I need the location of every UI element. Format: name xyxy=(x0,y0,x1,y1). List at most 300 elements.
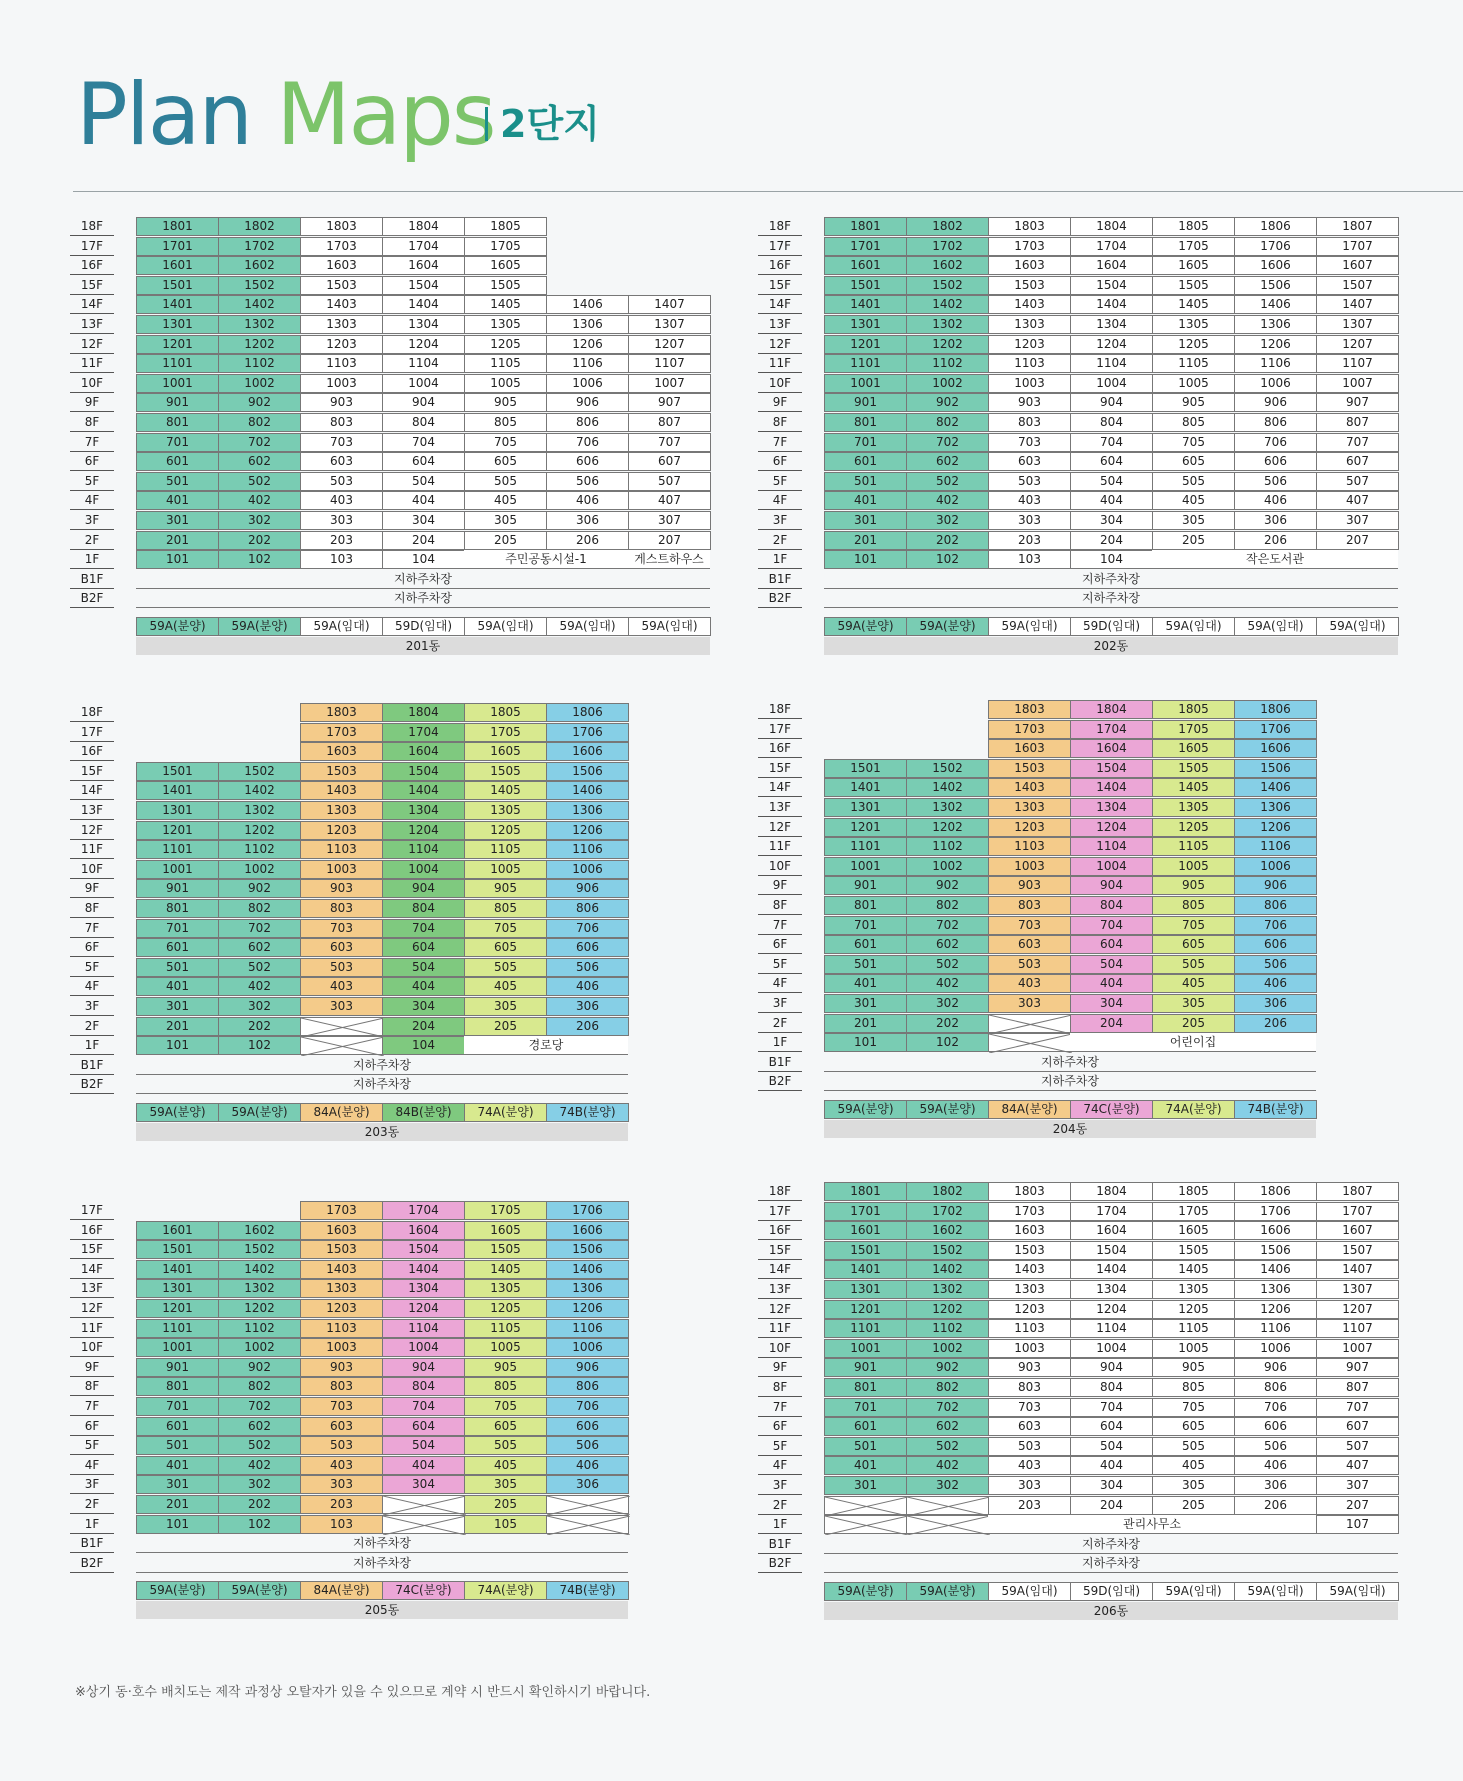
unit-cell: 104 xyxy=(1070,550,1153,569)
unit-cell: 207 xyxy=(1316,531,1399,550)
unit-cell: 1306 xyxy=(546,801,629,820)
floor-label: B2F xyxy=(70,1554,114,1573)
unit-cell: 1201 xyxy=(824,818,907,837)
unit-cell: 1302 xyxy=(218,801,301,820)
unit-cell: 1701 xyxy=(824,1202,907,1221)
unit-cell: 601 xyxy=(824,1417,907,1436)
unit-cell: 401 xyxy=(136,1456,219,1475)
unit-cell: 1204 xyxy=(1070,1300,1153,1319)
unit-cell: 601 xyxy=(136,1417,219,1436)
unit-cell: 805 xyxy=(1152,413,1235,432)
empty-cross-mark xyxy=(989,1034,1072,1053)
basement-parking: 지하주차장 xyxy=(136,589,710,608)
unit-type-label: 74C(분양) xyxy=(382,1581,465,1600)
empty-unit xyxy=(382,1495,465,1514)
unit-cell: 1801 xyxy=(824,217,907,236)
unit-cell: 1704 xyxy=(1070,1202,1153,1221)
unit-cell: 302 xyxy=(906,994,989,1013)
unit-cell: 1106 xyxy=(546,354,629,373)
unit-cell: 1103 xyxy=(300,354,383,373)
unit-cell: 1306 xyxy=(1234,315,1317,334)
unit-cell: 403 xyxy=(988,974,1071,993)
unit-cell: 905 xyxy=(464,879,547,898)
unit-cell: 901 xyxy=(824,1358,907,1377)
floor-label: 16F xyxy=(758,1221,802,1240)
unit-cell: 504 xyxy=(1070,955,1153,974)
floor-label: 6F xyxy=(70,938,114,957)
unit-cell: 605 xyxy=(1152,1417,1235,1436)
unit-cell: 102 xyxy=(906,1033,989,1052)
empty-cross-mark xyxy=(989,1015,1072,1034)
unit-cell: 305 xyxy=(464,511,547,530)
unit-cell: 1007 xyxy=(1316,374,1399,393)
unit-cell: 1806 xyxy=(1234,700,1317,719)
unit-cell: 1102 xyxy=(218,1319,301,1338)
empty-cross-mark xyxy=(825,1497,908,1516)
unit-cell: 605 xyxy=(464,1417,547,1436)
unit-cell: 1203 xyxy=(988,1300,1071,1319)
unit-cell: 1804 xyxy=(1070,700,1153,719)
floor-label: 2F xyxy=(70,1017,114,1036)
unit-cell: 1705 xyxy=(1152,237,1235,256)
unit-cell: 1102 xyxy=(906,837,989,856)
floor-label: 15F xyxy=(758,1241,802,1260)
floor-label: 9F xyxy=(70,1358,114,1377)
unit-cell: 1501 xyxy=(136,276,219,295)
unit-cell: 603 xyxy=(988,1417,1071,1436)
unit-cell: 205 xyxy=(464,531,547,550)
unit-cell: 401 xyxy=(136,491,219,510)
unit-cell: 407 xyxy=(628,491,711,510)
unit-cell: 1005 xyxy=(464,374,547,393)
unit-cell: 1004 xyxy=(382,860,465,879)
empty-unit xyxy=(906,1496,989,1515)
unit-cell: 1503 xyxy=(300,276,383,295)
unit-cell: 1502 xyxy=(906,276,989,295)
unit-cell: 1802 xyxy=(906,1182,989,1201)
page-title xyxy=(76,65,495,165)
unit-cell: 1805 xyxy=(1152,700,1235,719)
unit-cell: 505 xyxy=(1152,1437,1235,1456)
unit-cell: 404 xyxy=(1070,974,1153,993)
unit-cell: 503 xyxy=(300,1436,383,1455)
unit-type-label: 59A(분양) xyxy=(218,1581,301,1600)
unit-cell: 403 xyxy=(988,1456,1071,1475)
unit-cell: 102 xyxy=(218,1036,301,1055)
unit-cell: 105 xyxy=(464,1515,547,1534)
unit-cell: 706 xyxy=(546,1397,629,1416)
floor-label: 8F xyxy=(758,896,802,915)
floor-label: 15F xyxy=(70,762,114,781)
unit-cell: 506 xyxy=(1234,955,1317,974)
floor-label: B1F xyxy=(70,1534,114,1553)
unit-cell: 1302 xyxy=(906,798,989,817)
unit-cell: 202 xyxy=(218,531,301,550)
unit-cell: 802 xyxy=(218,1377,301,1396)
floor-label: 13F xyxy=(70,801,114,820)
unit-cell: 804 xyxy=(382,1377,465,1396)
unit-cell: 706 xyxy=(1234,433,1317,452)
unit-cell: 505 xyxy=(464,1436,547,1455)
floor-label: 6F xyxy=(70,452,114,471)
unit-cell: 304 xyxy=(382,1475,465,1494)
unit-cell: 1002 xyxy=(218,860,301,879)
unit-cell: 1402 xyxy=(906,778,989,797)
floor-label: B1F xyxy=(758,1053,802,1072)
unit-cell: 1104 xyxy=(1070,837,1153,856)
empty-cross-mark xyxy=(547,1496,630,1515)
unit-cell: 1201 xyxy=(136,335,219,354)
floor-label: 8F xyxy=(70,413,114,432)
unit-cell: 206 xyxy=(1234,1014,1317,1033)
floor-label: 4F xyxy=(758,1456,802,1475)
floor-label: 5F xyxy=(70,472,114,491)
unit-cell: 1804 xyxy=(382,703,465,722)
unit-cell: 405 xyxy=(1152,1456,1235,1475)
empty-cross-mark xyxy=(547,1516,630,1535)
floor-label: 1F xyxy=(70,1515,114,1534)
unit-cell: 703 xyxy=(988,433,1071,452)
unit-cell: 805 xyxy=(1152,1378,1235,1397)
unit-cell: 1303 xyxy=(300,1279,383,1298)
unit-cell: 503 xyxy=(988,472,1071,491)
unit-cell: 206 xyxy=(1234,1496,1317,1515)
floor-label: 16F xyxy=(70,742,114,761)
floor-label: 9F xyxy=(758,393,802,412)
unit-cell: 1605 xyxy=(1152,1221,1235,1240)
unit-cell: 1405 xyxy=(464,295,547,314)
floor-label: 5F xyxy=(758,472,802,491)
unit-cell: 101 xyxy=(136,1036,219,1055)
building-name: 203동 xyxy=(136,1123,628,1141)
unit-cell: 305 xyxy=(464,997,547,1016)
unit-cell: 605 xyxy=(1152,935,1235,954)
unit-cell: 201 xyxy=(824,1014,907,1033)
unit-cell: 303 xyxy=(988,511,1071,530)
floor-label: 8F xyxy=(758,413,802,432)
unit-cell: 205 xyxy=(1152,1496,1235,1515)
unit-cell: 804 xyxy=(1070,896,1153,915)
unit-cell: 1703 xyxy=(300,723,383,742)
unit-type-label: 59A(임대) xyxy=(1316,1582,1399,1601)
floor-label: 7F xyxy=(70,433,114,452)
unit-cell: 1404 xyxy=(382,781,465,800)
floor-label: 8F xyxy=(70,1377,114,1396)
unit-cell: 501 xyxy=(136,1436,219,1455)
unit-cell: 1105 xyxy=(1152,354,1235,373)
unit-cell: 905 xyxy=(464,393,547,412)
floor-label: 2F xyxy=(70,1495,114,1514)
unit-cell: 407 xyxy=(1316,1456,1399,1475)
unit-cell: 1201 xyxy=(136,821,219,840)
unit-cell: 1302 xyxy=(218,1279,301,1298)
unit-cell: 406 xyxy=(1234,491,1317,510)
unit-cell: 1003 xyxy=(988,1339,1071,1358)
unit-cell: 107 xyxy=(1316,1515,1399,1534)
floor-label: 3F xyxy=(70,1475,114,1494)
unit-cell: 1703 xyxy=(988,720,1071,739)
unit-cell: 1304 xyxy=(1070,315,1153,334)
unit-cell: 1306 xyxy=(1234,798,1317,817)
unit-cell: 705 xyxy=(464,919,547,938)
unit-cell: 1303 xyxy=(988,315,1071,334)
unit-cell: 1607 xyxy=(1316,1221,1399,1240)
unit-cell: 1603 xyxy=(988,739,1071,758)
unit-cell: 702 xyxy=(906,916,989,935)
unit-cell: 405 xyxy=(464,491,547,510)
unit-cell: 905 xyxy=(1152,876,1235,895)
unit-cell: 1107 xyxy=(1316,1319,1399,1338)
unit-cell: 1102 xyxy=(218,840,301,859)
unit-cell: 402 xyxy=(906,491,989,510)
unit-cell: 1605 xyxy=(1152,256,1235,275)
unit-cell: 607 xyxy=(1316,1417,1399,1436)
unit-type-label: 74A(분양) xyxy=(1152,1100,1235,1119)
unit-cell: 1003 xyxy=(988,857,1071,876)
unit-cell: 606 xyxy=(1234,452,1317,471)
floor-label: 18F xyxy=(70,217,114,236)
building-name: 201동 xyxy=(136,637,710,655)
empty-unit xyxy=(300,1017,383,1036)
unit-cell: 1206 xyxy=(546,1299,629,1318)
floor-label: 12F xyxy=(70,335,114,354)
unit-cell: 601 xyxy=(824,935,907,954)
unit-cell: 605 xyxy=(464,452,547,471)
unit-cell: 1406 xyxy=(546,781,629,800)
unit-cell: 1707 xyxy=(1316,237,1399,256)
unit-cell: 102 xyxy=(218,550,301,569)
unit-cell: 1104 xyxy=(382,354,465,373)
unit-cell: 1506 xyxy=(1234,1241,1317,1260)
floor-label: 14F xyxy=(758,778,802,797)
floor-label: 12F xyxy=(758,335,802,354)
basement-parking: 지하주차장 xyxy=(824,589,1398,608)
unit-cell: 1406 xyxy=(546,1260,629,1279)
floor-label: 11F xyxy=(758,1319,802,1338)
floor-label: 13F xyxy=(70,1279,114,1298)
unit-cell: 102 xyxy=(218,1515,301,1534)
unit-cell: 1305 xyxy=(464,315,547,334)
floor-label: 5F xyxy=(758,955,802,974)
floor-label: 13F xyxy=(758,1280,802,1299)
unit-type-label: 84B(분양) xyxy=(382,1103,465,1122)
unit-cell: 405 xyxy=(1152,974,1235,993)
floor-label: 17F xyxy=(758,720,802,739)
unit-cell: 901 xyxy=(136,393,219,412)
unit-cell: 503 xyxy=(988,1437,1071,1456)
unit-cell: 1002 xyxy=(906,1339,989,1358)
unit-cell: 803 xyxy=(988,1378,1071,1397)
unit-cell: 103 xyxy=(988,550,1071,569)
unit-type-label: 84A(분양) xyxy=(300,1581,383,1600)
unit-cell: 1601 xyxy=(136,1221,219,1240)
unit-cell: 1507 xyxy=(1316,276,1399,295)
unit-cell: 1202 xyxy=(906,1300,989,1319)
unit-cell: 1201 xyxy=(136,1299,219,1318)
unit-cell: 402 xyxy=(906,974,989,993)
floor-label: 1F xyxy=(70,550,114,569)
unit-cell: 1802 xyxy=(906,217,989,236)
floor-label: 7F xyxy=(70,919,114,938)
unit-cell: 506 xyxy=(1234,472,1317,491)
unit-cell: 206 xyxy=(546,1017,629,1036)
title-maps: Maps xyxy=(276,65,495,165)
floor-label: 3F xyxy=(758,994,802,1013)
unit-cell: 1202 xyxy=(218,335,301,354)
unit-cell: 1505 xyxy=(1152,276,1235,295)
empty-unit xyxy=(546,1515,629,1534)
floor-label: B1F xyxy=(70,1056,114,1075)
unit-cell: 1706 xyxy=(546,723,629,742)
unit-cell: 1604 xyxy=(382,742,465,761)
empty-unit xyxy=(546,1495,629,1514)
unit-type-label: 59A(임대) xyxy=(628,617,711,636)
unit-cell: 1603 xyxy=(300,1221,383,1240)
unit-cell: 1304 xyxy=(382,315,465,334)
unit-cell: 202 xyxy=(218,1017,301,1036)
unit-cell: 601 xyxy=(136,938,219,957)
unit-cell: 1204 xyxy=(382,821,465,840)
unit-cell: 1401 xyxy=(136,781,219,800)
unit-cell: 404 xyxy=(382,1456,465,1475)
unit-cell: 1303 xyxy=(300,315,383,334)
floor-label: 2F xyxy=(70,531,114,550)
unit-cell: 1502 xyxy=(218,762,301,781)
floor-label: 16F xyxy=(70,256,114,275)
unit-cell: 707 xyxy=(1316,1398,1399,1417)
floor-label: 18F xyxy=(70,703,114,722)
unit-type-label: 74B(분양) xyxy=(546,1103,629,1122)
unit-cell: 1001 xyxy=(136,374,219,393)
unit-cell: 404 xyxy=(382,977,465,996)
unit-type-label: 59A(분양) xyxy=(136,1581,219,1600)
floor-label: 13F xyxy=(758,798,802,817)
unit-cell: 1205 xyxy=(464,335,547,354)
unit-cell: 207 xyxy=(1316,1496,1399,1515)
unit-cell: 1006 xyxy=(546,1338,629,1357)
unit-cell: 1006 xyxy=(546,374,629,393)
unit-cell: 902 xyxy=(906,1358,989,1377)
unit-cell: 201 xyxy=(824,531,907,550)
unit-cell: 1101 xyxy=(824,1319,907,1338)
unit-cell: 1301 xyxy=(824,798,907,817)
unit-cell: 1105 xyxy=(464,1319,547,1338)
unit-cell: 704 xyxy=(1070,433,1153,452)
unit-cell: 403 xyxy=(988,491,1071,510)
unit-cell: 1501 xyxy=(824,276,907,295)
unit-cell: 1401 xyxy=(824,295,907,314)
unit-cell: 1704 xyxy=(382,723,465,742)
unit-cell: 803 xyxy=(300,899,383,918)
floor-label: 6F xyxy=(758,935,802,954)
unit-cell: 703 xyxy=(300,1397,383,1416)
unit-cell: 1405 xyxy=(1152,778,1235,797)
unit-cell: 1205 xyxy=(464,821,547,840)
unit-cell: 303 xyxy=(988,994,1071,1013)
unit-cell: 907 xyxy=(1316,393,1399,412)
floor-label: 7F xyxy=(70,1397,114,1416)
unit-cell: 802 xyxy=(906,413,989,432)
unit-cell: 1405 xyxy=(464,781,547,800)
floor-label: 12F xyxy=(70,821,114,840)
unit-cell: 304 xyxy=(382,511,465,530)
empty-unit xyxy=(824,1515,907,1534)
unit-cell: 1006 xyxy=(546,860,629,879)
unit-cell: 504 xyxy=(1070,1437,1153,1456)
unit-cell: 1503 xyxy=(988,759,1071,778)
unit-cell: 806 xyxy=(1234,413,1317,432)
unit-cell: 1002 xyxy=(218,374,301,393)
floor-label: 9F xyxy=(70,393,114,412)
floor-label: 7F xyxy=(758,433,802,452)
unit-cell: 401 xyxy=(824,1456,907,1475)
unit-cell: 504 xyxy=(1070,472,1153,491)
unit-cell: 1301 xyxy=(824,315,907,334)
unit-cell: 1203 xyxy=(300,335,383,354)
floor-label: 14F xyxy=(70,295,114,314)
unit-cell: 703 xyxy=(300,433,383,452)
unit-cell: 1303 xyxy=(988,1280,1071,1299)
unit-cell: 1404 xyxy=(1070,1260,1153,1279)
unit-type-label: 74C(분양) xyxy=(1070,1100,1153,1119)
unit-cell: 804 xyxy=(382,899,465,918)
floor-label: 6F xyxy=(758,1417,802,1436)
unit-cell: 507 xyxy=(1316,472,1399,491)
unit-cell: 1401 xyxy=(824,778,907,797)
floor-label: 8F xyxy=(70,899,114,918)
unit-cell: 1602 xyxy=(906,1221,989,1240)
empty-cross-mark xyxy=(825,1516,908,1535)
unit-cell: 801 xyxy=(824,896,907,915)
unit-cell: 1703 xyxy=(300,1201,383,1220)
floor-label: 17F xyxy=(70,1201,114,1220)
unit-cell: 1005 xyxy=(464,860,547,879)
unit-cell: 603 xyxy=(300,938,383,957)
unit-cell: 701 xyxy=(824,433,907,452)
empty-unit xyxy=(906,1515,989,1534)
unit-cell: 203 xyxy=(300,1495,383,1514)
unit-cell: 302 xyxy=(906,511,989,530)
building-name: 202동 xyxy=(824,637,1398,655)
unit-cell: 1606 xyxy=(546,742,629,761)
unit-cell: 904 xyxy=(1070,393,1153,412)
floor1-facility: 경로당 xyxy=(464,1036,628,1055)
unit-cell: 1005 xyxy=(464,1338,547,1357)
unit-cell: 1702 xyxy=(906,237,989,256)
unit-cell: 706 xyxy=(546,433,629,452)
unit-cell: 1802 xyxy=(218,217,301,236)
unit-cell: 1603 xyxy=(300,742,383,761)
unit-cell: 1701 xyxy=(136,237,219,256)
empty-unit xyxy=(382,1515,465,1534)
unit-cell: 502 xyxy=(906,472,989,491)
unit-cell: 1503 xyxy=(988,1241,1071,1260)
floor-label: 4F xyxy=(70,491,114,510)
unit-cell: 206 xyxy=(1234,531,1317,550)
floor1-facility: 어린이집 xyxy=(1070,1033,1316,1052)
unit-cell: 1504 xyxy=(382,762,465,781)
unit-cell: 1101 xyxy=(824,354,907,373)
floor-label: 11F xyxy=(70,1319,114,1338)
unit-cell: 803 xyxy=(988,896,1071,915)
unit-cell: 1602 xyxy=(906,256,989,275)
unit-cell: 1206 xyxy=(1234,335,1317,354)
unit-cell: 205 xyxy=(464,1495,547,1514)
floor-label: B1F xyxy=(758,570,802,589)
empty-unit xyxy=(988,1033,1071,1052)
unit-cell: 502 xyxy=(906,955,989,974)
unit-cell: 1206 xyxy=(1234,818,1317,837)
